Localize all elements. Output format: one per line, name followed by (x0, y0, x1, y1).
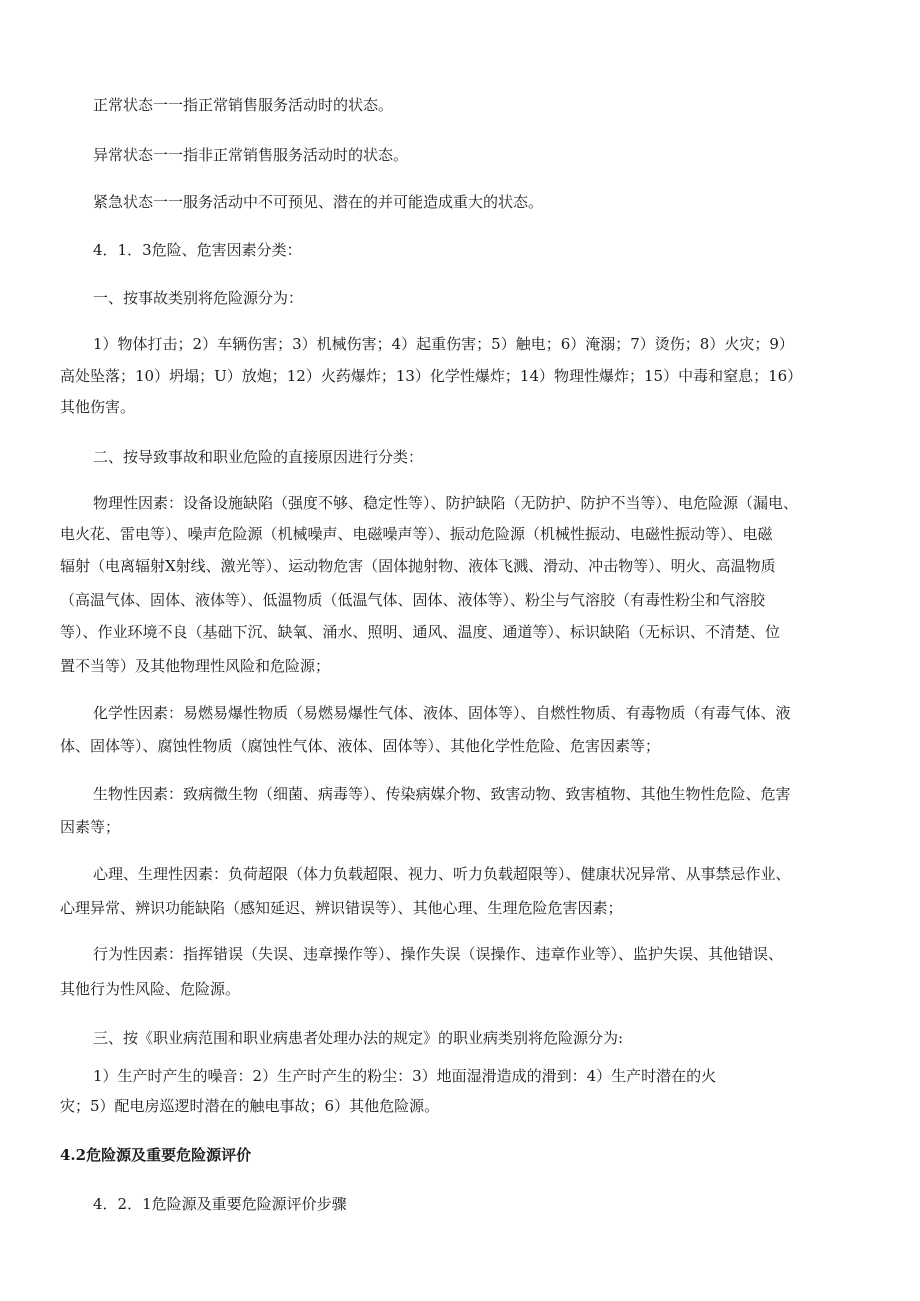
classification-three-line: 灾；5）配电房巡逻时潜在的触电事故；6）其他危险源。 (60, 1097, 440, 1115)
behavioral-factors-line: 其他行为性风险、危险源。 (60, 980, 241, 998)
biological-factors-line: 因素等； (60, 818, 121, 836)
classification-one-list-line: 高处坠落；10）坍塌；U）放炮；12）火药爆炸；13）化学性爆炸；14）物理性爆炸；15）中毒和窒息；16） (60, 367, 803, 385)
biological-factors-line: 生物性因素：致病微生物（细菌、病毒等）、传染病媒介物、致害动物、致害植物、其他生物性危险、危害 (93, 785, 791, 803)
classification-one-list-line: 1）物体打击；2）车辆伤害；3）机械伤害；4）起重伤害；5）触电；6）淹溺；7）烫伤；8）火灾；9） (93, 335, 794, 353)
classification-three-line: 1）生产时产生的噪音：2）生产时产生的粉尘：3）地面湿滑造成的滑到：4）生产时潜在的火 (93, 1067, 717, 1085)
psychological-factors-line: 心理、生理性因素：负荷超限（体力负载超限、视力、听力负载超限等）、健康状况异常、从事禁忌作业、 (93, 865, 791, 883)
classification-three-line: 三、按《职业病范围和职业病患者处理办法的规定》的职业病类别将危险源分为: (93, 1029, 624, 1047)
classification-two-title: 二、按导致事故和职业危险的直接原因进行分类： (93, 448, 424, 466)
physical-factors-line: 电火花、雷电等）、噪声危险源（机械噪声、电磁噪声等）、振动危险源（机械性振动、电磁性振动等）、电磁 (60, 525, 773, 543)
chemical-factors-line: 化学性因素：易燃易爆性物质（易燃易爆性气体、液体、固体等）、自燃性物质、有毒物质（有毒气体、液 (93, 704, 791, 722)
section-heading-4-2: 4.2危险源及重要危险源评价 (60, 1146, 252, 1164)
paragraph-abnormal-state: 异常状态一一指非正常销售服务活动时的状态。 (93, 146, 409, 164)
classification-one-list-line: 其他伤害。 (60, 398, 136, 416)
physical-factors-line: 物理性因素：设备设施缺陷（强度不够、稳定性等）、防护缺陷（无防护、防护不当等）、电危险源（漏电、 (93, 494, 799, 512)
section-heading-4-2-1: 4．2．1危险源及重要危险源评价步骤 (93, 1195, 347, 1213)
classification-one-title: 一、按事故类别将危险源分为： (93, 289, 304, 307)
physical-factors-line: 等）、作业环境不良（基础下沉、缺氧、涌水、照明、通风、温度、通道等）、标识缺陷（无标识、不清楚、位 (60, 623, 781, 641)
physical-factors-line: （高温气体、固体、液体等）、低温物质（低温气体、固体、液体等）、粉尘与气溶胶（有毒性粉尘和气溶胶 (60, 591, 766, 609)
paragraph-normal-state: 正常状态一一指正常销售服务活动时的状态。 (93, 96, 394, 114)
physical-factors-line: 辐射（电离辐射X射线、激光等）、运动物危害（固体抛射物、液体飞溅、滑动、冲击物等）、明火、高温物质 (60, 557, 776, 575)
psychological-factors-line: 心理异常、辨识功能缺陷（感知延迟、辨识错误等）、其他心理、生理危险危害因素； (60, 899, 623, 917)
behavioral-factors-line: 行为性因素：指挥错误（失误、违章操作等）、操作失误（误操作、违章作业等）、监护失误、其他错误、 (93, 945, 784, 963)
paragraph-emergency-state: 紧急状态一一服务活动中不可预见、潜在的并可能造成重大的状态。 (93, 193, 544, 211)
section-heading-4-1-3: 4．1．3危险、危害因素分类： (93, 241, 302, 259)
physical-factors-line: 置不当等）及其他物理性风险和危险源； (60, 657, 331, 675)
chemical-factors-line: 体、固体等）、腐蚀性物质（腐蚀性气体、液体、固体等）、其他化学性危险、危害因素等； (60, 737, 661, 755)
